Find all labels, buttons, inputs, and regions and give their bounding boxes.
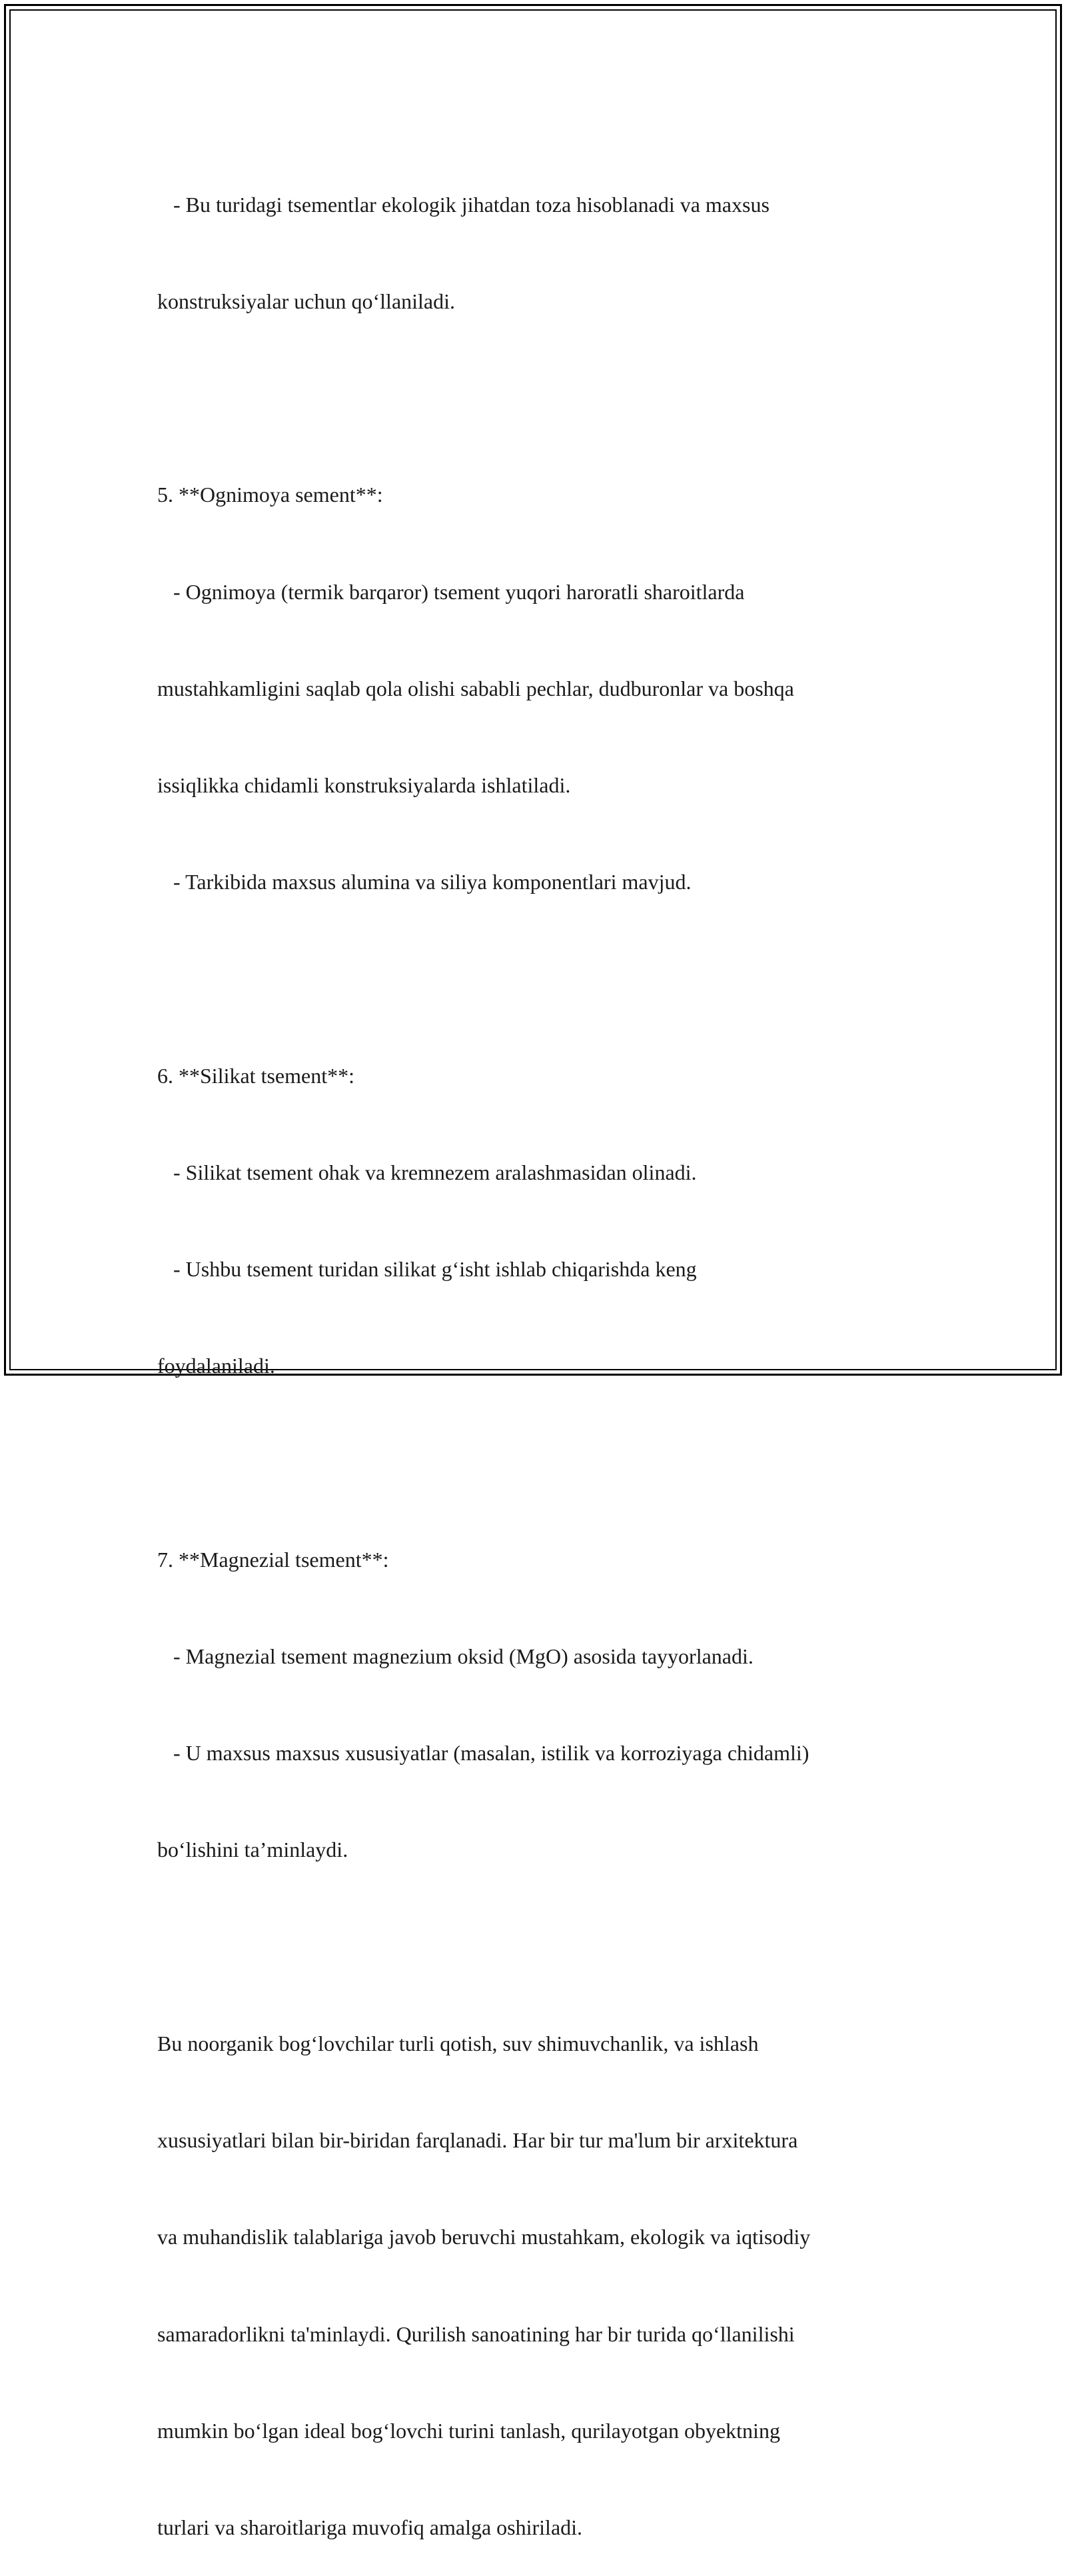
text-line: bo‘lishini ta’minlaydi. [157,1838,348,1862]
blank-line [157,1931,930,1963]
section-heading-6: 6. **Silikat tsement**: [157,1063,354,1088]
blank-line [157,382,930,414]
summary-paragraph-line: Bu noorganik bog‘lovchilar turli qotish, suv shimuvchanlik, va ishlash [157,2031,759,2055]
text-line: - U maxsus maxsus xususiyatlar (masalan, istilik va korroziyaga chidamli) [157,1741,809,1766]
text-line: - Ognimoya (termik barqaror) tsement yuqori haroratli sharoitlarda [157,579,745,604]
text-line: - Bu turidagi tsementlar ekologik jihatdan toza hisoblanadi va maxsus [157,192,770,217]
text-line: - Ushbu tsement turidan silikat g‘isht ishlab chiqarishda keng [157,1257,697,1282]
text-line: - Tarkibida maxsus alumina va siliya komponentlari mavjud. [157,870,692,894]
section-heading-5: 5. **Ognimoya sement**: [157,483,383,507]
text-line: - Silikat tsement ohak va kremnezem aralashmasidan olinadi. [157,1160,697,1184]
blank-line [157,963,930,995]
summary-paragraph-line: xususiyatlari bilan bir-biridan farqlanadi. Har bir tur ma'lum bir arxitektura [157,2128,798,2153]
section-heading-7: 7. **Magnezial tsement**: [157,1547,389,1572]
text-line: foydalaniladi. [157,1354,275,1378]
blank-line [157,1447,930,1479]
text-line: mustahkamligini saqlab qola olishi sababli pechlar, dudburonlar va boshqa [157,676,794,700]
summary-paragraph-line: samaradorlikni ta'minlaydi. Qurilish sanoatining har bir turida qo‘llanilishi [157,2321,795,2346]
summary-paragraph-line: mumkin bo‘lgan ideal bog‘lovchi turini tanlash, qurilayotgan obyektning [157,2418,780,2443]
text-line: - Magnezial tsement magnezium oksid (MgO) asosida tayyorlanadi. [157,1644,754,1669]
summary-paragraph-line: va muhandislik talablariga javob beruvchi mustahkam, ekologik va iqtisodiy [157,2225,811,2249]
text-line: issiqlikka chidamli konstruksiyalarda ishlatiladi. [157,773,571,798]
summary-paragraph-line: turlari va sharoitlariga muvofiq amalga oshiriladi. [157,2515,583,2539]
document-body [157,124,930,2576]
text-line: konstruksiyalar uchun qo‘llaniladi. [157,289,456,314]
